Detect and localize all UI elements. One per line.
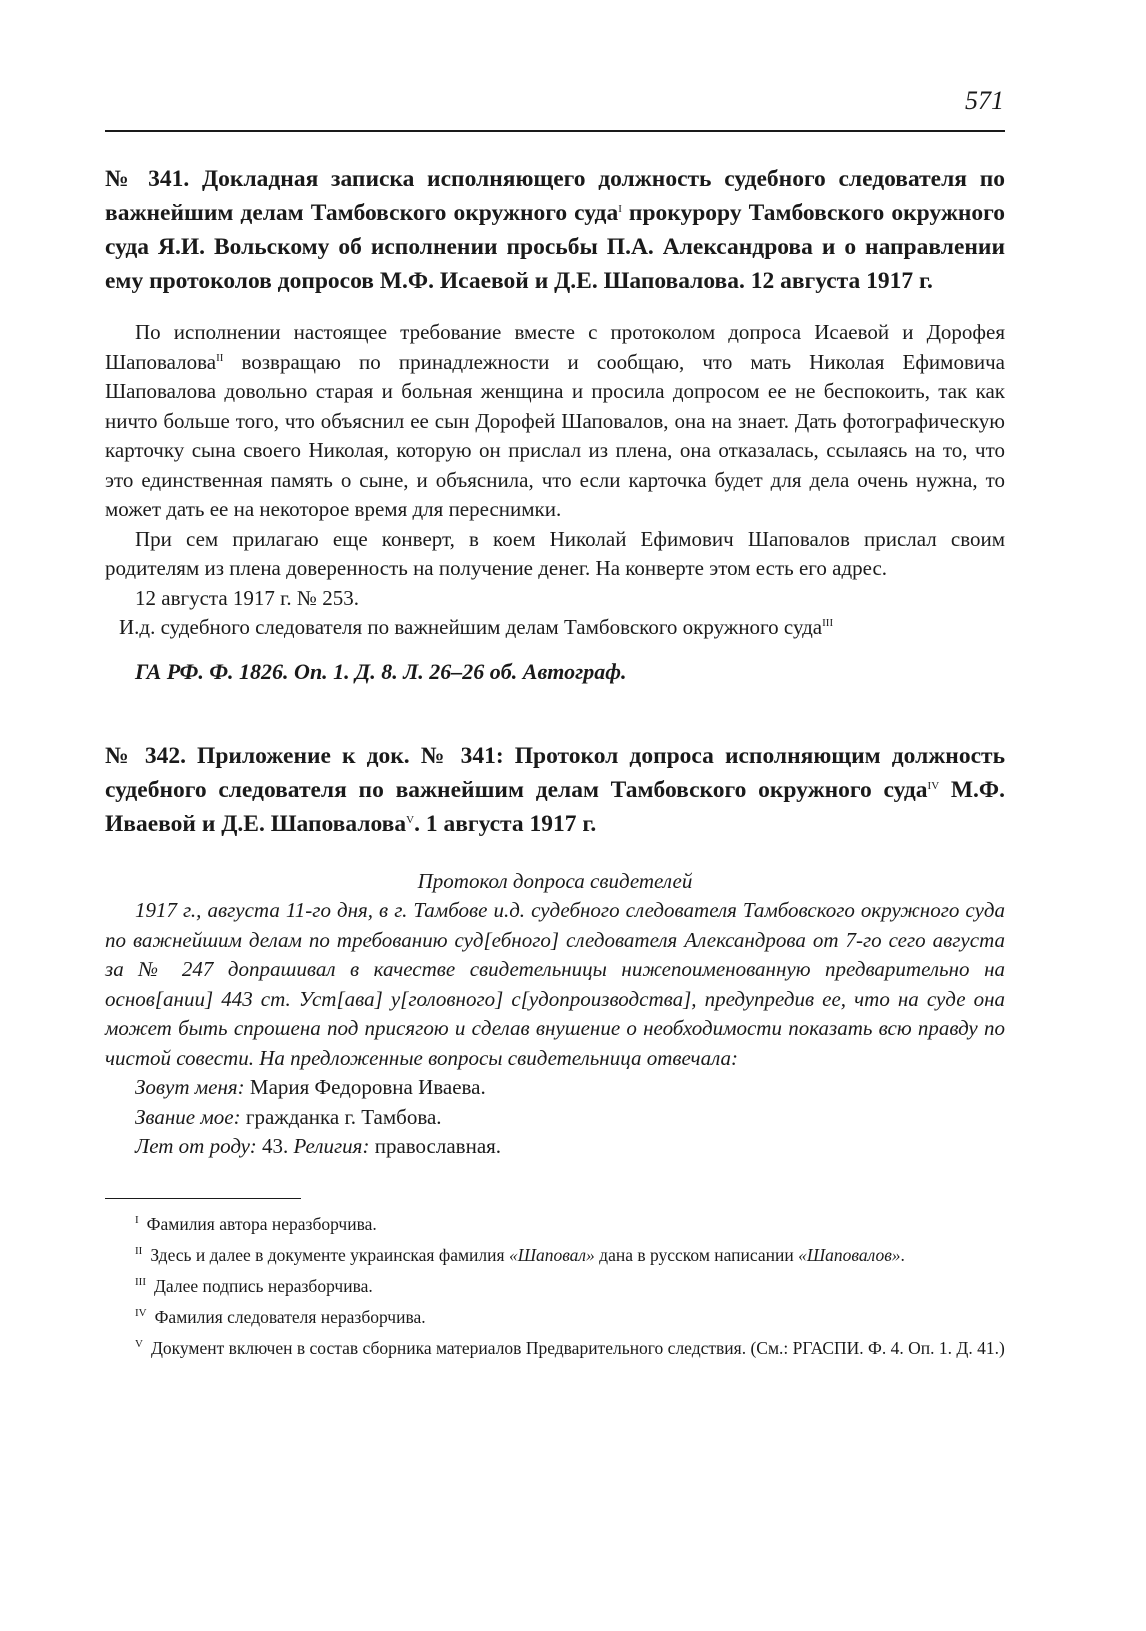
footnote-text: Фамилия следователя неразборчива. (154, 1306, 426, 1327)
footnote-5 (105, 1337, 1005, 1360)
footnote-text-em: «Шаповалов» (798, 1244, 901, 1265)
footnote-4 (105, 1306, 1005, 1329)
answer-religion-label: Религия: (293, 1134, 370, 1158)
footnote-1 (105, 1213, 1005, 1236)
footnote-mark: II (135, 1244, 143, 1257)
answer-age-label: Лет от роду: (135, 1134, 257, 1158)
answer-age-religion (105, 1132, 1005, 1162)
doc-341-title (105, 162, 1005, 298)
answer-name (105, 1073, 1005, 1103)
doc-341-archive-reference: ГА РФ. Ф. 1826. Оп. 1. Д. 8. Л. 26–26 об. Автограф. (135, 658, 627, 684)
answer-status-value: гражданка г. Тамбова. (240, 1104, 442, 1129)
footnote-separator (105, 1198, 301, 1199)
footnote-text: Документ включен в состав сборника материалов Предварительного следствия. (См.: РГАСПИ. Ф. 4. Оп. 1. Д. 41.) (150, 1337, 1005, 1358)
footnote-text: дана в русском написании (594, 1244, 799, 1265)
footnote-mark: I (135, 1213, 139, 1226)
doc-341-date-line: 12 августа 1917 г. № 253. (135, 585, 359, 610)
doc-341-title-text: № 341. Докладная записка исполняющего должность судебного следователя по важнейшим делам Тамбовского окружного суда (105, 166, 1005, 226)
doc-341-p1-b: возвращаю по принадлежности и сообщаю, что мать Николая Ефимовича Шаповалова довольно старая и больная женщина и просила допросом ее не беспокоить, так как ничто больше того, что объяснил ее сын Дорофей Шаповалов, она на знает. Дать фотографическую карточку сына своего Николая, которую он прислал из плена, она отказалась, ссылаясь на то, что это единственная память о сыне, и объяснила, что если карточка будет для дела очень нужна, то может дать ее на некоторое время для переснимки. (105, 349, 1005, 521)
footnote-text: Далее подпись неразборчива. (154, 1275, 373, 1296)
answer-status (105, 1103, 1005, 1133)
footnotes (105, 1213, 1005, 1360)
doc-341-paragraph-1 (105, 318, 1005, 525)
answer-religion-value: православная. (369, 1134, 502, 1158)
footnote-mark: V (135, 1337, 143, 1350)
doc-341-title-rest: прокурору Тамбовского окружного суда Я.И. Вольскому об исполнении просьбы П.А. Александрова и о направлении ему протоколов допросов М.Ф. Исаевой и Д.Е. Шаповалова. 12 августа 1917 г. (105, 200, 1006, 294)
footnote-text: Здесь и далее в документе украинская фамилия (150, 1244, 509, 1265)
footnote-2 (105, 1244, 1005, 1267)
footnote-ref-4: IV (927, 779, 940, 792)
footnote-text-em: «Шаповал» (508, 1244, 595, 1265)
doc-342-title-c: . 1 августа 1917 г. (414, 810, 597, 837)
footnote-ref-5: V (406, 813, 415, 826)
doc-341-signature (105, 613, 1005, 643)
footnote-ref-3: III (822, 617, 834, 629)
footnote-3 (105, 1275, 1005, 1298)
footnote-text: Фамилия автора неразборчива. (146, 1213, 377, 1234)
answer-name-label: Зовут меня: (135, 1075, 245, 1099)
answer-status-label: Звание мое: (135, 1104, 241, 1129)
doc-341-paragraph-2: При сем прилагаю еще конверт, в коем Николай Ефимович Шаповалов прислал своим родителям из плена доверенность на получение денег. На конверте этом есть его адрес. (105, 526, 1005, 580)
doc-342-title-a: № 342. Приложение к док. № 341: Протокол допроса исполняющим должность судебного следователя по важнейшим делам Тамбовского окружного суда (105, 742, 1005, 803)
footnote-mark: IV (135, 1306, 147, 1319)
answer-name-value: Мария Федоровна Иваева. (244, 1075, 486, 1099)
doc-342-subtitle: Протокол допроса свидетелей (417, 868, 693, 893)
footnote-ref-2: II (216, 351, 224, 364)
doc-341-signature-text: И.д. судебного следователя по важнейшим делам Тамбовского окружного суда (119, 615, 823, 639)
page-content (105, 162, 1005, 1368)
footnote-ref-1: I (618, 203, 622, 215)
doc-341-p1-a: По исполнении настоящее требование вместе с протоколом допроса Исаевой и Дорофея Шаповалова (105, 320, 1005, 374)
header-rule (105, 130, 1005, 132)
answer-age-value: 43. (256, 1134, 294, 1158)
footnote-mark: III (135, 1275, 146, 1288)
footnote-text: . (900, 1244, 905, 1265)
doc-342-title-b: М.Ф. Иваевой и Д.Е. Шаповалова (105, 776, 1005, 837)
page-number: 571 (965, 86, 1004, 115)
doc-342-title (105, 739, 1005, 841)
doc-342-paragraph-1: 1917 г., августа 11-го дня, в г. Тамбове и.д. судебного следователя Тамбовского окружного суда по важнейшим делам по требованию суд[ебного] следователя Александрова от 7-го сего августа за № 247 допрашивал в качестве свидетельницы нижепоименованную предварительно на основ[ании] 443 ст. Уст[ава] у[головного] с[удопроизводства], предупредив ее, что на суде она может быть спрошена под присягою и сделав внушение о необходимости показать всю правду по чистой совести. На предложенные вопросы свидетельница отвечала: (105, 898, 1005, 1070)
